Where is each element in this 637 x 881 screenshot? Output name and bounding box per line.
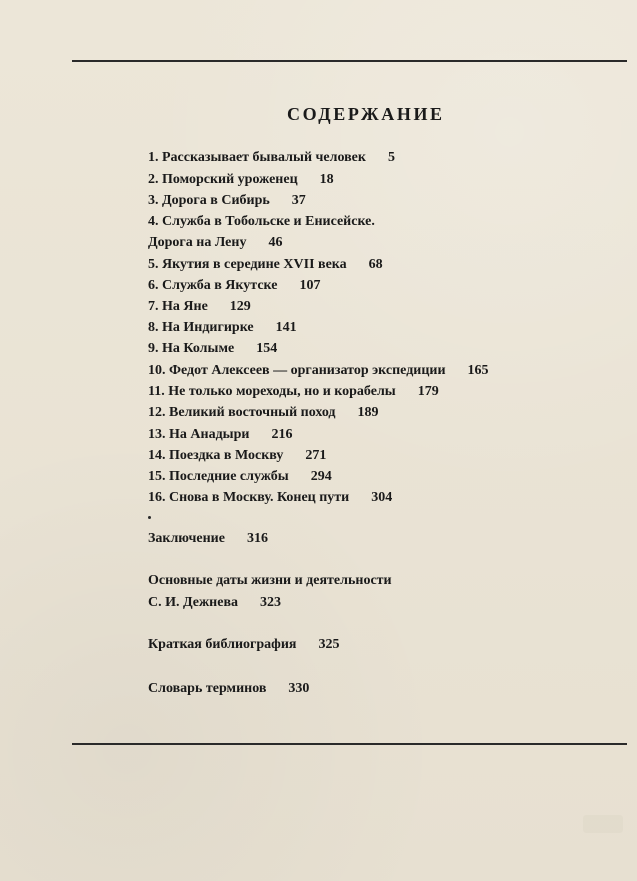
toc-item-12-page: 189 — [357, 405, 379, 420]
toc-item-10-page: 165 — [467, 363, 489, 378]
toc-conclusion-page: 316 — [246, 531, 268, 546]
toc-item-14-page: 271 — [305, 448, 327, 463]
toc-item-8-text: 8. На Индигирке — [148, 320, 254, 335]
toc-dates-text-1: Основные даты жизни и деятельности — [148, 573, 392, 588]
top-divider — [72, 60, 627, 62]
toc-item-13-text: 13. На Анадыри — [148, 427, 250, 442]
toc-item-3-text: 3. Дорога в Сибирь — [148, 193, 270, 208]
toc-item-1-page: 5 — [387, 150, 395, 165]
toc-item-4b-text: Дорога на Лену — [148, 235, 247, 250]
toc-item-16-page: 304 — [371, 490, 393, 505]
toc-item-12-text: 12. Великий восточный поход — [148, 405, 336, 420]
toc-item-2-page: 18 — [319, 172, 334, 187]
toc-item-2 — [148, 172, 334, 188]
toc-item-10 — [148, 363, 489, 379]
toc-glossary-text: Словарь терминов — [148, 681, 267, 696]
toc-item-4b-page: 46 — [268, 235, 283, 250]
toc-item-5-text: 5. Якутия в середине XVII века — [148, 257, 347, 272]
page-edge-shadow — [583, 815, 623, 833]
toc-dates-line-2 — [148, 595, 281, 611]
bottom-divider — [72, 743, 627, 745]
toc-item-4 — [148, 214, 375, 230]
toc-item-4-text: 4. Служба в Тобольске и Енисейске. — [148, 214, 375, 229]
toc-item-13-page: 216 — [271, 427, 293, 442]
toc-item-7-page: 129 — [229, 299, 251, 314]
toc-conclusion — [148, 531, 268, 547]
toc-item-3-page: 37 — [291, 193, 306, 208]
toc-item-9-text: 9. На Колыме — [148, 341, 235, 356]
toc-glossary-page: 330 — [288, 681, 310, 696]
toc-item-16 — [148, 490, 392, 506]
toc-item-14 — [148, 448, 326, 464]
toc-item-7-text: 7. На Яне — [148, 299, 208, 314]
toc-item-5 — [148, 257, 383, 273]
toc-item-9 — [148, 341, 277, 357]
toc-conclusion-text: Заключение — [148, 531, 225, 546]
toc-item-11-page: 179 — [417, 384, 439, 399]
toc-item-1-text: 1. Рассказывает бывалый человек — [148, 150, 366, 165]
toc-item-13 — [148, 427, 292, 443]
toc-glossary — [148, 681, 309, 697]
toc-item-14-text: 14. Поездка в Москву — [148, 448, 284, 463]
toc-item-5-page: 68 — [368, 257, 383, 272]
toc-item-15-text: 15. Последние службы — [148, 469, 289, 484]
toc-item-6-text: 6. Служба в Якутске — [148, 278, 278, 293]
toc-item-11 — [148, 384, 439, 400]
page-title: СОДЕРЖАНИЕ — [287, 104, 445, 124]
toc-item-16-text: 16. Снова в Москву. Конец пути — [148, 490, 350, 505]
toc-item-15-page: 294 — [310, 469, 332, 484]
toc-item-3 — [148, 193, 306, 209]
toc-item-2-text: 2. Поморский уроженец — [148, 172, 298, 187]
toc-dates-page: 323 — [260, 595, 282, 610]
toc-bibliography — [148, 637, 340, 653]
toc-item-8 — [148, 320, 297, 336]
toc-item-11-text: 11. Не только мореходы, но и корабелы — [148, 384, 396, 399]
toc-bibliography-page: 325 — [318, 637, 340, 652]
toc-item-6 — [148, 278, 320, 294]
toc-item-6-page: 107 — [299, 278, 321, 293]
list-separator-dot — [148, 516, 151, 519]
toc-item-7 — [148, 299, 251, 315]
toc-item-12 — [148, 405, 379, 421]
toc-item-15 — [148, 469, 332, 485]
toc-dates-line-1 — [148, 573, 392, 589]
toc-dates-text-2: С. И. Дежнева — [148, 595, 239, 610]
toc-item-10-text: 10. Федот Алексеев — организатор экспедиции — [148, 363, 446, 378]
toc-bibliography-text: Краткая библиография — [148, 637, 297, 652]
toc-item-1 — [148, 150, 395, 166]
toc-item-8-page: 141 — [275, 320, 297, 335]
toc-item-9-page: 154 — [256, 341, 278, 356]
toc-item-4b — [148, 235, 282, 251]
